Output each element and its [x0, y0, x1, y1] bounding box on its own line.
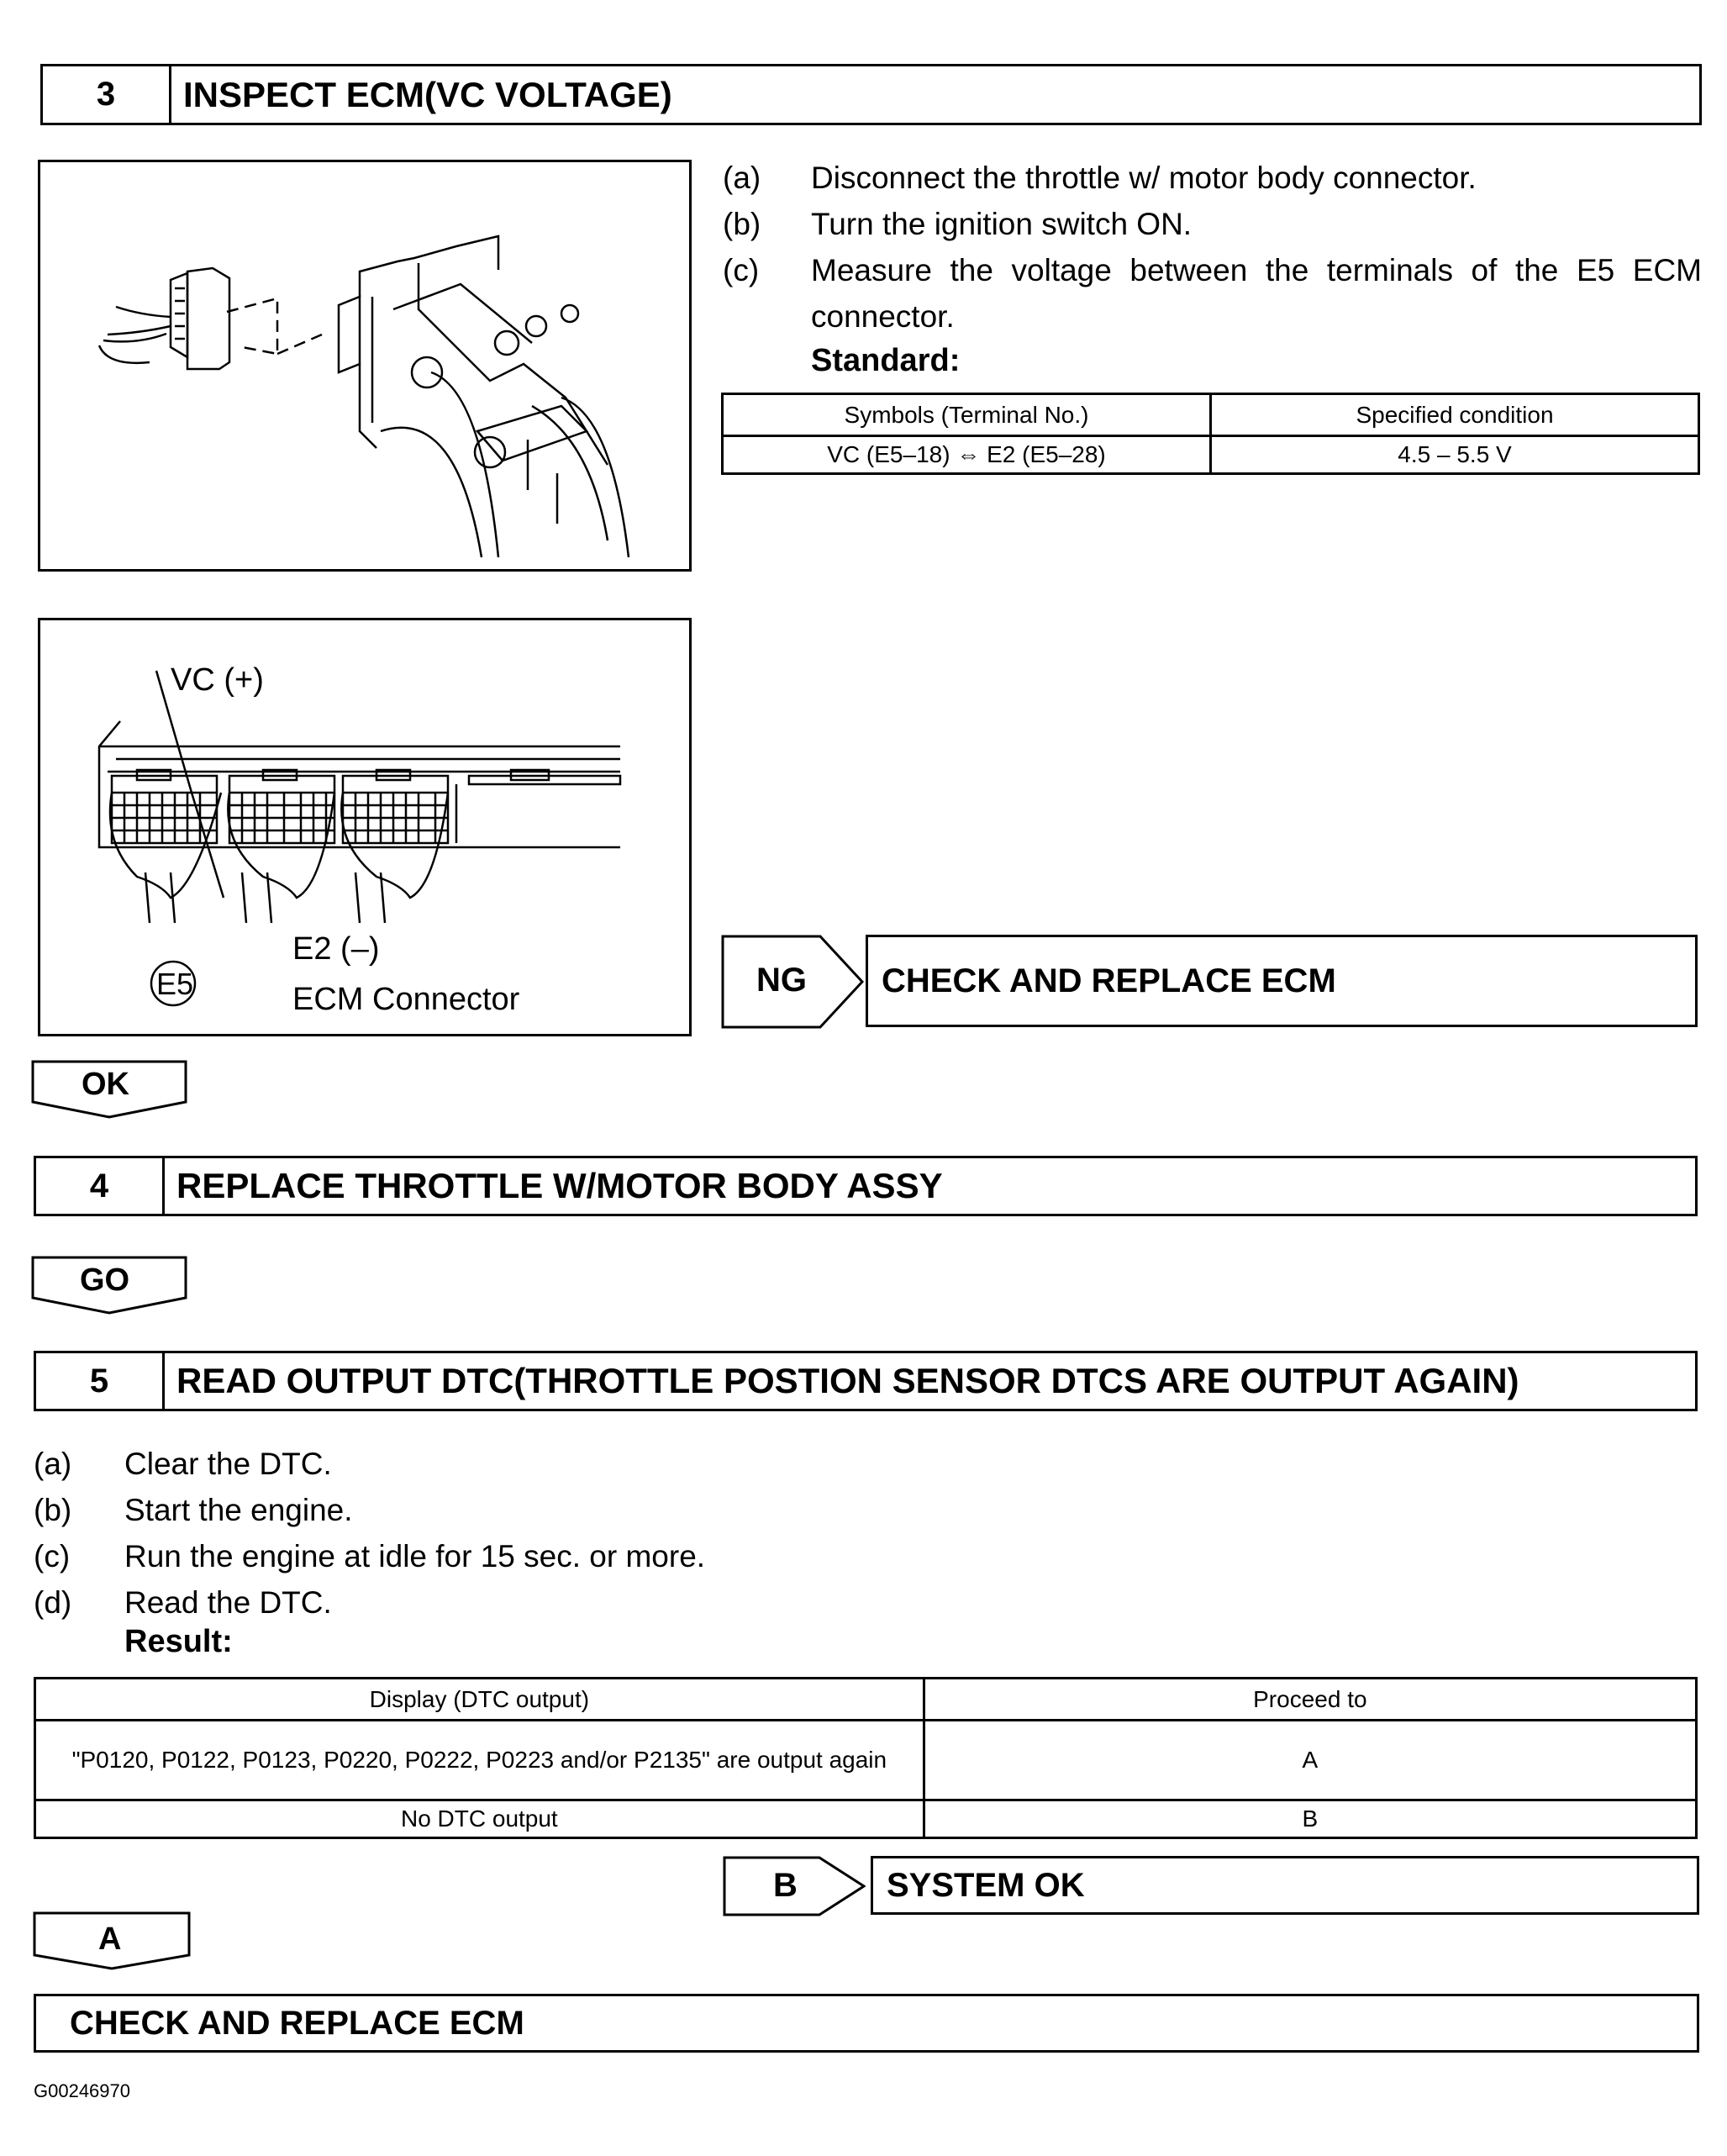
result-table	[34, 1677, 1698, 1839]
instruction-a: (a) Disconnect the throttle w/ motor body connector.	[723, 161, 1477, 195]
throttle-body-figure	[38, 160, 692, 572]
ecm-connector-figure	[38, 618, 692, 1036]
instruction-d: (d) Read the DTC.	[34, 1585, 332, 1620]
step-5-header	[34, 1351, 1698, 1411]
table-row	[723, 436, 1699, 474]
instruction-c: (c) Run the engine at idle for 15 sec. or more.	[34, 1539, 706, 1574]
table-cell: A	[924, 1721, 1696, 1800]
step-number: 4	[36, 1158, 165, 1214]
table-cell: 4.5 – 5.5 V	[1211, 436, 1699, 474]
step-3-header	[40, 64, 1702, 125]
a-flow-tag	[31, 1911, 192, 1972]
table-cell: "P0120, P0122, P0123, P0220, P0222, P0223 and/or P2135" are output again	[35, 1721, 924, 1800]
b-flow-tag	[723, 1856, 866, 1916]
result-label: Result:	[124, 1624, 233, 1659]
step-4-header	[34, 1156, 1698, 1216]
table-header: Symbols (Terminal No.)	[723, 394, 1211, 436]
step-number: 5	[36, 1353, 165, 1409]
table-row	[35, 1721, 1697, 1800]
e2-terminal-label: E2 (–)	[292, 931, 380, 967]
ok-flow-tag	[31, 1060, 189, 1120]
vc-terminal-label: VC (+)	[171, 662, 264, 698]
instruction-a: (a) Clear the DTC.	[34, 1447, 332, 1481]
step-3-instructions	[723, 155, 1702, 340]
table-header-row	[723, 394, 1699, 436]
instruction-b: (b) Start the engine.	[34, 1493, 353, 1527]
figure-code: G00246970	[34, 2080, 130, 2101]
ng-action-box: CHECK AND REPLACE ECM	[866, 935, 1698, 1027]
instruction-c: (c) Measure the voltage between the terminals of the E5 ECM connector.	[723, 253, 1702, 334]
table-cell: VC (E5–18) ⇔ E2 (E5–28)	[723, 436, 1211, 474]
throttle-connector-icon	[40, 162, 689, 569]
standard-table	[721, 393, 1700, 475]
b-label: B	[773, 1867, 798, 1904]
table-row	[35, 1800, 1697, 1838]
instruction-b: (b) Turn the ignition switch ON.	[723, 207, 1193, 241]
step-title: READ OUTPUT DTC(THROTTLE POSTION SENSOR DTCS ARE OUTPUT AGAIN)	[176, 1361, 1519, 1400]
a-label: A	[98, 1921, 122, 1957]
table-header: Specified condition	[1211, 394, 1699, 436]
step-title: INSPECT ECM(VC VOLTAGE)	[183, 74, 672, 114]
go-label: GO	[80, 1262, 130, 1298]
ecm-connector-icon	[40, 620, 689, 1034]
go-flow-tag	[31, 1256, 189, 1316]
connector-id-label: E5	[156, 967, 194, 1001]
ng-flow-tag	[721, 935, 864, 1029]
system-ok-box: SYSTEM OK	[871, 1856, 1699, 1915]
table-cell: B	[924, 1800, 1696, 1838]
ng-label: NG	[756, 962, 807, 999]
table-cell: No DTC output	[35, 1800, 924, 1838]
step-number: 3	[43, 66, 171, 123]
step-5-instructions	[34, 1441, 1210, 1626]
ok-label: OK	[82, 1067, 129, 1102]
table-header-row	[35, 1679, 1697, 1721]
table-header: Display (DTC output)	[35, 1679, 924, 1721]
check-replace-ecm-box: CHECK AND REPLACE ECM	[34, 1994, 1699, 2053]
standard-label: Standard:	[811, 343, 961, 378]
ecm-connector-caption: ECM Connector	[292, 982, 520, 1017]
table-header: Proceed to	[924, 1679, 1696, 1721]
step-title: REPLACE THROTTLE W/MOTOR BODY ASSY	[176, 1166, 943, 1205]
